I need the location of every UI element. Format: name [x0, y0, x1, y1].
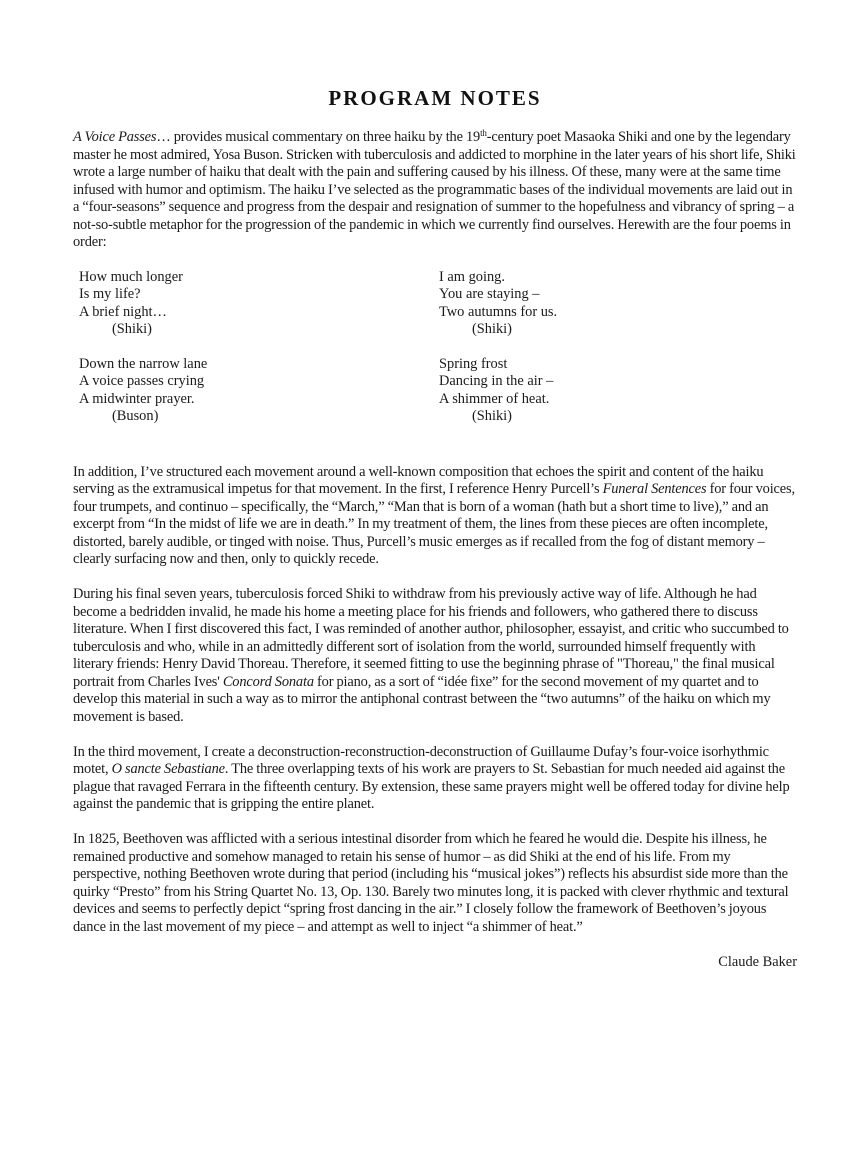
haiku-2	[439, 269, 799, 339]
haiku-line: Dancing in the air –	[439, 373, 554, 389]
paragraph-fourth-movement: In 1825, Beethoven was afflicted with a serious intestinal disorder from which he feared he would die. Despite his illness, he remained productive and somehow managed to retain his sense of humor – as did Shiki at the end of his life. From my perspective, nothing Beethoven wrote during that period (including his “musical jokes”) reflects his absurdist side more than the quirky “Presto” from his String Quartet No. 13, Op. 130. Barely two minutes long, it is packed with clever rhythmic and textural devices and seems to perfectly depict “spring frost dancing in the air.” I closely follow the framework of Beethoven’s joyous dance in the last movement of my piece – and attempt as well to inject “a shimmer of heat.”	[73, 831, 789, 935]
haiku-author: (Shiki)	[112, 321, 152, 337]
work-title: Concord Sonata	[222, 673, 314, 690]
paragraph-third-movement: In the third movement, I create a deconstruction-reconstruction-deconstruction of Guillaume Dufay’s four-voice isorhythmic motet, O sancte Sebastiane. The three overlapping texts of his work are prayers to St. Sebastian for much needed aid against the plague that ravaged Ferrara in the fifteenth century. By extension, these same prayers might well be offered today for divine help against the pandemic that is gripping the entire planet.	[73, 743, 790, 812]
program-notes-page	[73, 84, 797, 971]
author-signature: Claude Baker	[718, 953, 797, 970]
page-title: PROGRAM NOTES	[328, 86, 542, 110]
work-title: A Voice Passes	[73, 129, 157, 145]
haiku-line: How much longer	[79, 268, 183, 285]
haiku-grid	[79, 269, 797, 426]
work-title: Funeral Sentences	[602, 481, 707, 497]
work-title: O sancte Sebastiane	[111, 761, 225, 777]
haiku-line: A brief night…	[79, 303, 167, 320]
intro-paragraph: A Voice Passes… provides musical commentary on three haiku by the 19th-century poet Masaoka Shiki and one by the legendary master he most admired, Yosa Buson. Stricken with tuberculosis and addicted to morphine in the later years of his short life, Shiki wrote a large number of haiku that dealt with the pain and suffering caused by his illness. Of these, many were at the same time infused with humor and optimism. The haiku I’ve selected as the programmatic bases of the individual movements are laid out in a “four-seasons” sequence and progress from the despair and resignation of summer to the hopefulness and vibrancy of spring – a not-so-subtle metaphor for the progression of the pandemic in which we currently find ourselves. Herewith are the four poems in order:	[73, 128, 796, 250]
haiku-line: Is my life?	[79, 286, 141, 302]
haiku-line: A voice passes crying	[79, 373, 205, 389]
haiku-line: I am going.	[439, 268, 505, 285]
paragraph-first-movement: In addition, I’ve structured each movement around a well-known composition that echoes the spirit and content of the haiku serving as the extramusical impetus for that movement. In the first, I reference Henry Purcell’s Funeral Sentences for four voices, four trumpets, and continuo – specifically, the “March,” “Man that is born of a woman (hath but a short time to live),” and an excerpt from “In the midst of life we are in death.” In my treatment of them, the lines from these pieces are often incomplete, distorted, barely audible, or tinged with noise. Thus, Purcell’s music emerges as if recalled from the fog of distant memory – clearly surfacing now and then, only to quickly recede.	[73, 463, 795, 567]
haiku-line: Down the narrow lane	[79, 355, 208, 372]
haiku-3	[79, 356, 439, 426]
haiku-line: You are staying –	[439, 286, 540, 302]
haiku-4	[439, 356, 799, 426]
haiku-author: (Shiki)	[472, 408, 512, 424]
haiku-author: (Shiki)	[472, 321, 512, 337]
haiku-line: Spring frost	[439, 355, 508, 372]
haiku-line: A midwinter prayer.	[79, 390, 195, 407]
haiku-line: Two autumns for us.	[439, 303, 558, 320]
haiku-1	[79, 269, 439, 339]
haiku-author: (Buson)	[112, 408, 159, 424]
paragraph-second-movement: During his final seven years, tuberculosis forced Shiki to withdraw from his previously active way of life. Although he had become a bedridden invalid, he made his home a meeting place for his friends and followers, who gathered there to discuss literature. When I first discovered this fact, I was reminded of another author, philosopher, essayist, and critic who succumbed to tuberculosis and who, while in an admittedly different sort of isolation from the world, surrounded himself frequently with literary friends: Henry David Thoreau. Therefore, it seemed fitting to use the beginning phrase of "Thoreau," the final musical portrait from Charles Ives' Concord Sonata for piano, as a sort of “idée fixe” for the second movement of my quartet and to develop this material in such a way as to mirror the antiphonal contrast between the “two autumns” of the haiku on which my movement is based.	[73, 586, 789, 725]
haiku-line: A shimmer of heat.	[439, 390, 550, 407]
